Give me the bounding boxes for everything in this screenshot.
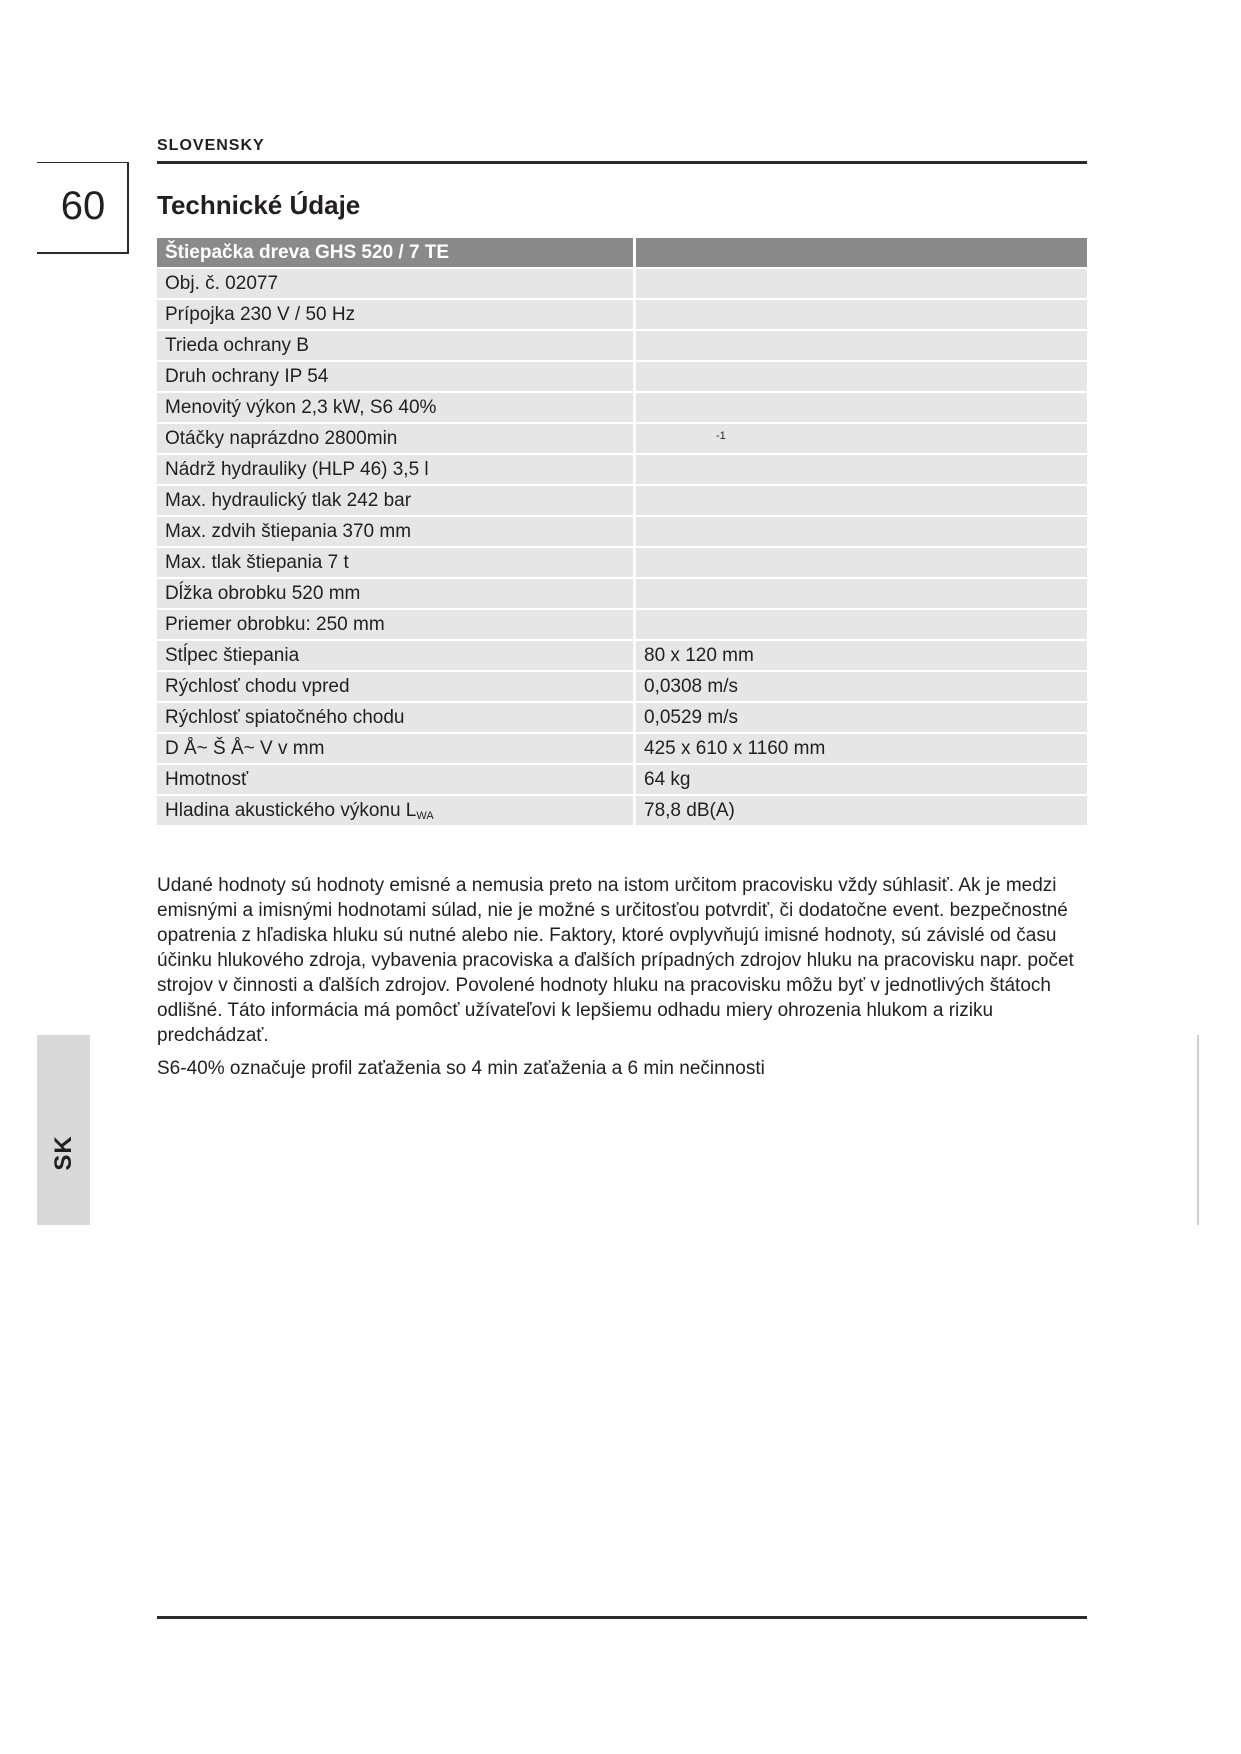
spec-label-text: Dĺžka obrobku 520 mm: [165, 582, 361, 604]
table-row: [157, 765, 1087, 796]
spec-value: [636, 517, 1087, 548]
spec-value: [636, 641, 1087, 672]
spec-label: [157, 548, 636, 579]
spec-value: [636, 269, 1087, 300]
spec-value: [636, 672, 1087, 703]
spec-label-text: Nádrž hydrauliky (HLP 46) 3,5 l: [165, 458, 429, 480]
spec-value: [636, 424, 1087, 455]
spec-value-text: -1: [716, 429, 726, 442]
spec-label-text: D Å~ Š Å~ V v mm: [165, 737, 325, 759]
spec-label: [157, 579, 636, 610]
spec-value: [636, 300, 1087, 331]
spec-value: [636, 765, 1087, 796]
language-side-tab-label: SK: [49, 1135, 77, 1171]
spec-label: [157, 734, 636, 765]
spec-value: [636, 610, 1087, 641]
spec-value: [636, 331, 1087, 362]
spec-value: [636, 455, 1087, 486]
spec-label: [157, 641, 636, 672]
table-row: [157, 672, 1087, 703]
spec-label: [157, 269, 636, 300]
table-heading: Štiepačka dreva GHS 520 / 7 TE: [157, 238, 636, 269]
table-row: [157, 548, 1087, 579]
table-row: [157, 269, 1087, 300]
table-row: [157, 424, 1087, 455]
table-header-row: [157, 238, 1087, 269]
spec-label-text: Trieda ochrany B: [165, 334, 309, 356]
table-row: [157, 610, 1087, 641]
spec-value-text: 0,0308 m/s: [644, 675, 738, 697]
spec-value: [636, 579, 1087, 610]
table-row: [157, 703, 1087, 734]
spec-label: [157, 765, 636, 796]
spec-label-text: Obj. č. 02077: [165, 272, 279, 294]
spec-label-text: Max. zdvih štiepania 370 mm: [165, 520, 412, 542]
table-row: [157, 579, 1087, 610]
spec-value-text: 64 kg: [644, 768, 691, 790]
table-row: [157, 734, 1087, 765]
spec-label-text: Otáčky naprázdno 2800min: [165, 427, 398, 449]
spec-label-text: Hmotnosť: [165, 768, 249, 790]
spec-label: [157, 672, 636, 703]
spec-value: [636, 393, 1087, 424]
spec-value-text: 0,0529 m/s: [644, 706, 738, 728]
spec-label: [157, 455, 636, 486]
page-number: 60: [60, 184, 106, 228]
spec-value: [636, 734, 1087, 765]
table-row: [157, 517, 1087, 548]
noise-note-paragraph: Udané hodnoty sú hodnoty emisné a nemusia preto na istom určitom pracovisku vždy súhlasiť. Ak je medzi emisnými a imisnými hodnotami súlad, nie je možné s určitosťou potvrdiť, či dodatočne event. bezpečnostné opatrenia z hľadiska hluku sú nutné alebo nie. Faktory, ktoré ovplyvňujú imisné hodnoty, sú závislé od času účinku hlukového zdroja, vybavenia pracoviska a ďalších prípadných zdrojov hluku na pracovisku napr. počet strojov v činnosti a ďalších zdrojov. Povolené hodnoty hluku na pracovisku môžu byť v jednotlivých štátoch odlišné. Táto informácia má pomôcť užívateľovi k lepšiemu odhadu miery ohrozenia hlukom a riziku predchádzať.: [157, 875, 1074, 1046]
spec-value: [636, 486, 1087, 517]
spec-label-text: Rýchlosť chodu vpred: [165, 675, 350, 697]
spec-label: [157, 796, 636, 827]
table-row: [157, 362, 1087, 393]
table-row: [157, 331, 1087, 362]
spec-value-text: 425 x 610 x 1160 mm: [644, 737, 826, 759]
table-row: [157, 796, 1087, 827]
spec-label: [157, 517, 636, 548]
table-row: [157, 393, 1087, 424]
table-heading-value: [636, 238, 1087, 269]
spec-label-subscript: WA: [416, 809, 434, 822]
spec-label-text: Max. hydraulický tlak 242 bar: [165, 489, 412, 511]
spec-label-text: Hladina akustického výkonu L: [165, 799, 417, 821]
spec-label: [157, 610, 636, 641]
page-number-box: [37, 162, 129, 254]
table-row: [157, 486, 1087, 517]
spec-label-text: Stĺpec štiepania: [165, 644, 300, 666]
edge-mark: [1197, 1035, 1199, 1225]
top-divider: [157, 161, 1087, 164]
spec-label-text: Menovitý výkon 2,3 kW, S6 40%: [165, 396, 437, 418]
table-row: [157, 300, 1087, 331]
spec-value-text: 78,8 dB(A): [644, 799, 735, 821]
table-row: [157, 641, 1087, 672]
spec-label-text: Druh ochrany IP 54: [165, 365, 329, 387]
spec-label: [157, 393, 636, 424]
spec-value: [636, 362, 1087, 393]
spec-value-text: 80 x 120 mm: [644, 644, 754, 666]
spec-label: [157, 362, 636, 393]
spec-label: [157, 486, 636, 517]
spec-label: [157, 300, 636, 331]
spec-value: [636, 703, 1087, 734]
table-row: [157, 455, 1087, 486]
language-side-tab: [37, 1035, 90, 1225]
spec-label-text: Rýchlosť spiatočného chodu: [165, 706, 405, 728]
spec-label: [157, 703, 636, 734]
spec-value: [636, 548, 1087, 579]
spec-label: [157, 331, 636, 362]
spec-label-text: Max. tlak štiepania 7 t: [165, 551, 349, 573]
spec-label-text: Priemer obrobku: 250 mm: [165, 613, 385, 635]
spec-value: [636, 796, 1087, 827]
section-title: Technické Údaje: [157, 190, 361, 220]
language-header: SLOVENSKY: [157, 137, 265, 154]
spec-label-text: Prípojka 230 V / 50 Hz: [165, 303, 356, 325]
notes-section: [157, 873, 1087, 1089]
bottom-divider: [157, 1616, 1087, 1619]
spec-label: [157, 424, 636, 455]
technical-data-table: [157, 238, 1087, 827]
duty-cycle-note: S6-40% označuje profil zaťaženia so 4 min zaťaženia a 6 min nečinnosti: [157, 1058, 765, 1079]
